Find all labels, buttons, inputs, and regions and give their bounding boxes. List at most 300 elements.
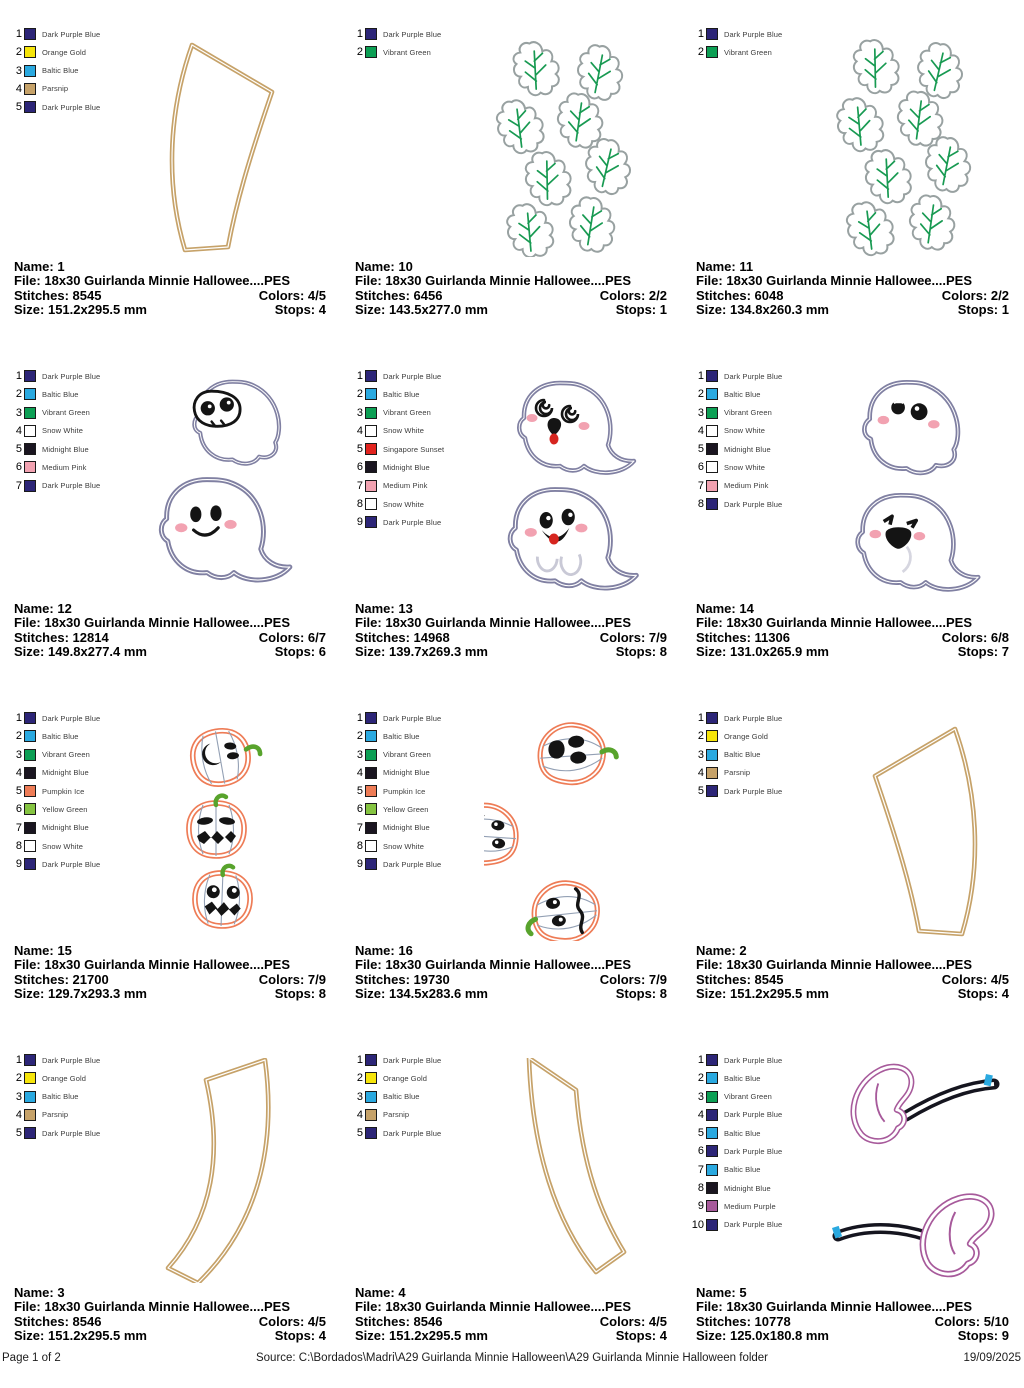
thread-number: 6: [15, 803, 22, 816]
thread-color-chip: [24, 767, 36, 779]
thread-color-name: Baltic Blue: [383, 1092, 420, 1102]
thread-row: [690, 1182, 782, 1194]
design-size: [355, 1329, 488, 1343]
stitches-colors-line: [696, 631, 1009, 645]
thread-color-chip: [24, 443, 36, 455]
colors-value: 2/2: [648, 287, 667, 303]
stops-value: 1: [659, 302, 667, 318]
thread-color-chip: [365, 370, 377, 382]
thread-color-chip: [365, 516, 377, 528]
thread-color-name: Baltic Blue: [42, 1092, 79, 1102]
design-metadata: [355, 1286, 667, 1344]
stops-label: Stops:: [615, 986, 657, 1002]
stitches-colors-line: [14, 289, 326, 303]
colors-value: 6/8: [990, 629, 1009, 645]
stops-value: 8: [659, 986, 667, 1002]
thread-color-chip: [24, 822, 36, 834]
name-value: 4: [398, 1285, 406, 1300]
thread-number: 4: [15, 766, 22, 779]
stitches-label: Stitches:: [355, 1313, 410, 1329]
thread-color-name: Dark Purple Blue: [724, 786, 783, 796]
thread-color-name: Baltic Blue: [42, 731, 79, 741]
name-line: [696, 944, 1009, 958]
design-size: [14, 303, 147, 317]
thread-row: [349, 858, 441, 870]
file-line: [14, 616, 326, 630]
design-thumbnail: [143, 374, 323, 599]
stops-count: [616, 987, 667, 1001]
thread-number: 2: [356, 730, 363, 743]
thread-row: [8, 425, 100, 437]
thread-row: [349, 1109, 441, 1121]
thread-row: [349, 767, 441, 779]
file-value: 18x30 Guirlanda Minnie Hallowee....PES: [44, 957, 291, 973]
colors-count: [259, 631, 326, 645]
thread-color-name: Vibrant Green: [42, 750, 90, 760]
thread-row: [690, 1109, 782, 1121]
design-thumbnail: [484, 1058, 664, 1283]
thread-number: 2: [15, 1072, 22, 1085]
stitches-colors-line: [14, 631, 326, 645]
thread-color-chip: [24, 46, 36, 58]
thread-row: [690, 1219, 782, 1231]
thread-color-name: Vibrant Green: [724, 47, 772, 57]
design-cell: [0, 704, 341, 1046]
size-label: Size:: [355, 1328, 386, 1344]
name-line: [14, 602, 326, 616]
thread-color-chip: [365, 803, 377, 815]
stops-value: 4: [318, 302, 326, 318]
thread-number: 4: [356, 766, 363, 779]
file-line: [14, 1300, 326, 1314]
thread-row: [690, 1200, 782, 1212]
thread-number: 2: [697, 46, 704, 59]
design-size: [696, 1329, 829, 1343]
thread-color-name: Dark Purple Blue: [724, 1220, 783, 1230]
thread-number: 4: [697, 424, 704, 437]
stitches: [355, 289, 442, 303]
thread-number: 2: [15, 388, 22, 401]
thread-row: [8, 28, 100, 40]
thread-row: [690, 1145, 782, 1157]
size-stops-line: [696, 645, 1009, 659]
name-line: [14, 944, 326, 958]
thread-color-name: Baltic Blue: [383, 389, 420, 399]
colors-count: [942, 973, 1009, 987]
thread-row: [349, 822, 441, 834]
thread-color-name: Dark Purple Blue: [42, 1128, 101, 1138]
thread-row: [349, 785, 441, 797]
thread-list: [8, 712, 100, 877]
file-value: 18x30 Guirlanda Minnie Hallowee....PES: [726, 957, 973, 973]
stitches-value: 12814: [72, 629, 109, 645]
design-cell: [341, 362, 682, 704]
thread-row: [8, 1054, 100, 1066]
thread-number: 4: [356, 1108, 363, 1121]
file-line: [355, 274, 667, 288]
size-value: 151.2x295.5 mm: [47, 302, 147, 318]
size-value: 134.5x283.6 mm: [388, 986, 488, 1002]
thread-color-name: Baltic Blue: [724, 1073, 761, 1083]
stitches-colors-line: [355, 631, 667, 645]
thread-color-name: Dark Purple Blue: [383, 371, 442, 381]
thread-number: 5: [697, 443, 704, 456]
thread-number: 10: [691, 1218, 704, 1231]
name-line: [355, 260, 667, 274]
stitches: [696, 631, 790, 645]
name-label: Name:: [696, 943, 736, 958]
thread-color-name: Dark Purple Blue: [724, 499, 783, 509]
thread-color-name: Dark Purple Blue: [724, 1146, 783, 1156]
design-thumbnail: [826, 374, 1006, 599]
stops-label: Stops:: [615, 644, 657, 660]
stops-value: 8: [659, 644, 667, 660]
name-line: [14, 1286, 326, 1300]
colors-value: 4/5: [307, 1313, 326, 1329]
stitches-value: 14968: [413, 629, 450, 645]
colors-label: Colors:: [258, 629, 305, 645]
thread-row: [690, 712, 782, 724]
file-value: 18x30 Guirlanda Minnie Hallowee....PES: [385, 957, 632, 973]
thread-color-name: Baltic Blue: [383, 731, 420, 741]
thread-color-chip: [706, 1127, 718, 1139]
design-size: [14, 645, 147, 659]
stops-count: [275, 987, 326, 1001]
thread-color-chip: [365, 858, 377, 870]
stops-count: [958, 1329, 1009, 1343]
thread-row: [690, 370, 782, 382]
thread-list: [690, 1054, 782, 1237]
thread-color-chip: [706, 785, 718, 797]
thread-number: 5: [697, 785, 704, 798]
name-line: [696, 260, 1009, 274]
colors-count: [259, 973, 326, 987]
thread-list: [349, 1054, 441, 1145]
stitches: [696, 289, 783, 303]
thread-list: [349, 28, 441, 65]
stops-value: 4: [1001, 986, 1009, 1002]
thread-color-name: Yellow Green: [42, 804, 88, 814]
thread-color-name: Dark Purple Blue: [383, 1055, 442, 1065]
stitches: [14, 631, 109, 645]
file-label: File:: [14, 957, 41, 973]
thread-number: 2: [15, 46, 22, 59]
colors-count: [600, 289, 667, 303]
name-value: 5: [739, 1285, 747, 1300]
colors-count: [259, 289, 326, 303]
stops-value: 9: [1001, 1328, 1009, 1344]
stitches-label: Stitches:: [14, 971, 69, 987]
file-line: [696, 958, 1009, 972]
design-cell: [0, 20, 341, 362]
thread-color-name: Medium Pink: [42, 462, 87, 472]
stitches-label: Stitches:: [355, 971, 410, 987]
colors-label: Colors:: [599, 1313, 646, 1329]
thread-row: [690, 730, 782, 742]
colors-count: [935, 1315, 1009, 1329]
thread-number: 3: [15, 748, 22, 761]
thread-row: [690, 46, 782, 58]
thread-row: [690, 498, 782, 510]
file-value: 18x30 Guirlanda Minnie Hallowee....PES: [44, 1299, 291, 1315]
thread-color-name: Vibrant Green: [383, 47, 431, 57]
thread-row: [349, 803, 441, 815]
stops-count: [616, 1329, 667, 1343]
stitches-value: 8546: [72, 1313, 102, 1329]
thread-color-chip: [24, 425, 36, 437]
thread-color-name: Snow White: [383, 841, 425, 851]
design-metadata: [355, 944, 667, 1002]
colors-count: [942, 631, 1009, 645]
name-line: [355, 602, 667, 616]
thread-color-name: Baltic Blue: [724, 1128, 761, 1138]
thread-color-name: Singapore Sunset: [383, 444, 445, 454]
thread-row: [690, 425, 782, 437]
thread-color-chip: [706, 767, 718, 779]
stitches-colors-line: [14, 1315, 326, 1329]
name-value: 3: [57, 1285, 65, 1300]
thread-color-chip: [365, 443, 377, 455]
thread-color-name: Midnight Blue: [383, 462, 430, 472]
thread-color-name: Baltic Blue: [724, 750, 761, 760]
design-cell: [0, 1046, 341, 1388]
thread-color-chip: [706, 388, 718, 400]
thread-color-name: Baltic Blue: [724, 1165, 761, 1175]
thread-number: 6: [356, 803, 363, 816]
thread-color-chip: [706, 1072, 718, 1084]
size-stops-line: [355, 987, 667, 1001]
stops-value: 1: [1001, 302, 1009, 318]
file-line: [14, 274, 326, 288]
size-label: Size:: [696, 1328, 727, 1344]
thread-color-chip: [365, 28, 377, 40]
size-value: 139.7x269.3 mm: [388, 644, 488, 660]
stops-label: Stops:: [274, 986, 316, 1002]
thread-color-name: Parsnip: [42, 84, 69, 94]
name-label: Name:: [14, 1285, 54, 1300]
thread-number: 7: [356, 821, 363, 834]
thread-number: 1: [697, 28, 704, 40]
size-label: Size:: [355, 986, 386, 1002]
design-catalog-grid: [0, 20, 1024, 1388]
size-value: 129.7x293.3 mm: [47, 986, 147, 1002]
colors-value: 4/5: [307, 287, 326, 303]
design-thumbnail: [826, 1058, 1006, 1283]
thread-list: [690, 28, 782, 65]
size-value: 134.8x260.3 mm: [729, 302, 829, 318]
thread-color-chip: [706, 46, 718, 58]
thread-row: [8, 749, 100, 761]
size-label: Size:: [14, 986, 45, 1002]
thread-color-chip: [706, 461, 718, 473]
thread-color-chip: [706, 730, 718, 742]
stitches-colors-line: [355, 289, 667, 303]
name-label: Name:: [696, 1285, 736, 1300]
thread-row: [349, 46, 441, 58]
thread-row: [690, 1054, 782, 1066]
thread-number: 7: [697, 1163, 704, 1176]
stops-count: [616, 303, 667, 317]
thread-number: 3: [356, 406, 363, 419]
name-label: Name:: [696, 259, 736, 274]
thread-color-name: Baltic Blue: [42, 66, 79, 76]
design-cell: [682, 362, 1024, 704]
design-size: [14, 1329, 147, 1343]
thread-color-name: Midnight Blue: [42, 823, 89, 833]
thread-color-chip: [365, 1072, 377, 1084]
thread-color-name: Parsnip: [383, 1110, 410, 1120]
thread-number: 5: [356, 785, 363, 798]
thread-color-chip: [706, 1219, 718, 1231]
thread-color-name: Vibrant Green: [383, 408, 431, 418]
colors-value: 2/2: [990, 287, 1009, 303]
size-label: Size:: [696, 302, 727, 318]
thread-row: [8, 840, 100, 852]
thread-color-chip: [24, 388, 36, 400]
stitches-label: Stitches:: [696, 971, 751, 987]
stitches-value: 8545: [754, 971, 784, 987]
colors-value: 7/9: [648, 629, 667, 645]
file-line: [355, 958, 667, 972]
thread-number: 1: [356, 370, 363, 382]
thread-color-name: Dark Purple Blue: [383, 517, 442, 527]
thread-color-chip: [706, 1145, 718, 1157]
thread-number: 9: [15, 858, 22, 871]
name-value: 1: [57, 259, 65, 274]
stops-label: Stops:: [957, 986, 999, 1002]
thread-color-chip: [24, 1054, 36, 1066]
thread-color-name: Parsnip: [724, 768, 751, 778]
thread-color-chip: [365, 480, 377, 492]
size-stops-line: [14, 1329, 326, 1343]
thread-color-name: Baltic Blue: [42, 389, 79, 399]
stitches: [14, 289, 101, 303]
thread-color-chip: [706, 370, 718, 382]
thread-number: 3: [15, 1090, 22, 1103]
file-label: File:: [355, 1299, 382, 1315]
thread-row: [8, 1109, 100, 1121]
stitches-value: 21700: [72, 971, 109, 987]
thread-row: [8, 443, 100, 455]
thread-list: [8, 370, 100, 498]
thread-color-name: Medium Purple: [724, 1201, 776, 1211]
stops-label: Stops:: [957, 302, 999, 318]
thread-number: 2: [356, 1072, 363, 1085]
stops-label: Stops:: [615, 302, 657, 318]
file-label: File:: [14, 1299, 41, 1315]
size-label: Size:: [696, 644, 727, 660]
thread-row: [349, 712, 441, 724]
thread-row: [8, 407, 100, 419]
colors-value: 4/5: [990, 971, 1009, 987]
file-label: File:: [355, 615, 382, 631]
thread-color-name: Pumpkin Ice: [42, 786, 85, 796]
stops-label: Stops:: [274, 302, 316, 318]
thread-color-chip: [706, 443, 718, 455]
file-value: 18x30 Guirlanda Minnie Hallowee....PES: [44, 273, 291, 289]
stitches: [696, 973, 783, 987]
thread-row: [8, 388, 100, 400]
design-thumbnail: [826, 32, 1006, 257]
size-label: Size:: [14, 644, 45, 660]
thread-color-name: Snow White: [42, 426, 84, 436]
thread-number: 3: [15, 406, 22, 419]
design-thumbnail: [484, 716, 664, 941]
thread-color-name: Vibrant Green: [42, 408, 90, 418]
thread-row: [8, 803, 100, 815]
thread-number: 2: [356, 46, 363, 59]
stitches-colors-line: [355, 1315, 667, 1329]
name-value: 13: [398, 601, 413, 616]
thread-color-chip: [706, 498, 718, 510]
thread-color-name: Vibrant Green: [383, 750, 431, 760]
colors-value: 6/7: [307, 629, 326, 645]
stitches-colors-line: [696, 289, 1009, 303]
thread-number: 7: [15, 479, 22, 492]
stitches: [355, 1315, 442, 1329]
thread-number: 1: [15, 28, 22, 40]
file-value: 18x30 Guirlanda Minnie Hallowee....PES: [385, 273, 632, 289]
size-value: 149.8x277.4 mm: [47, 644, 147, 660]
thread-number: 9: [697, 1200, 704, 1213]
thread-row: [690, 749, 782, 761]
design-cell: [682, 704, 1024, 1046]
thread-color-chip: [24, 858, 36, 870]
file-value: 18x30 Guirlanda Minnie Hallowee....PES: [385, 1299, 632, 1315]
thread-color-chip: [365, 498, 377, 510]
thread-color-name: Medium Pink: [383, 481, 428, 491]
name-line: [696, 602, 1009, 616]
file-line: [696, 1300, 1009, 1314]
thread-color-name: Orange Gold: [42, 1073, 87, 1083]
thread-row: [690, 443, 782, 455]
colors-value: 7/9: [648, 971, 667, 987]
thread-color-name: Dark Purple Blue: [42, 371, 101, 381]
design-metadata: [14, 1286, 326, 1344]
thread-color-chip: [365, 46, 377, 58]
thread-list: [690, 712, 782, 803]
thread-color-name: Dark Purple Blue: [42, 29, 101, 39]
thread-color-name: Baltic Blue: [724, 389, 761, 399]
thread-color-name: Dark Purple Blue: [42, 481, 101, 491]
thread-color-chip: [24, 83, 36, 95]
thread-list: [8, 28, 100, 119]
thread-color-chip: [365, 785, 377, 797]
thread-row: [690, 1072, 782, 1084]
thread-row: [8, 65, 100, 77]
name-value: 16: [398, 943, 413, 958]
thread-row: [349, 461, 444, 473]
thread-row: [8, 83, 100, 95]
thread-row: [349, 443, 444, 455]
size-value: 125.0x180.8 mm: [729, 1328, 829, 1344]
thread-number: 5: [356, 443, 363, 456]
thread-color-chip: [24, 712, 36, 724]
stops-value: 6: [318, 644, 326, 660]
thread-row: [349, 1054, 441, 1066]
name-value: 15: [57, 943, 72, 958]
design-metadata: [696, 260, 1009, 318]
thread-row: [349, 498, 444, 510]
thread-color-name: Snow White: [383, 499, 425, 509]
thread-color-name: Dark Purple Blue: [724, 1110, 783, 1120]
thread-row: [349, 370, 444, 382]
stitches-label: Stitches:: [14, 629, 69, 645]
design-cell: [682, 20, 1024, 362]
colors-label: Colors:: [599, 629, 646, 645]
name-label: Name:: [355, 259, 395, 274]
thread-number: 1: [356, 1054, 363, 1066]
